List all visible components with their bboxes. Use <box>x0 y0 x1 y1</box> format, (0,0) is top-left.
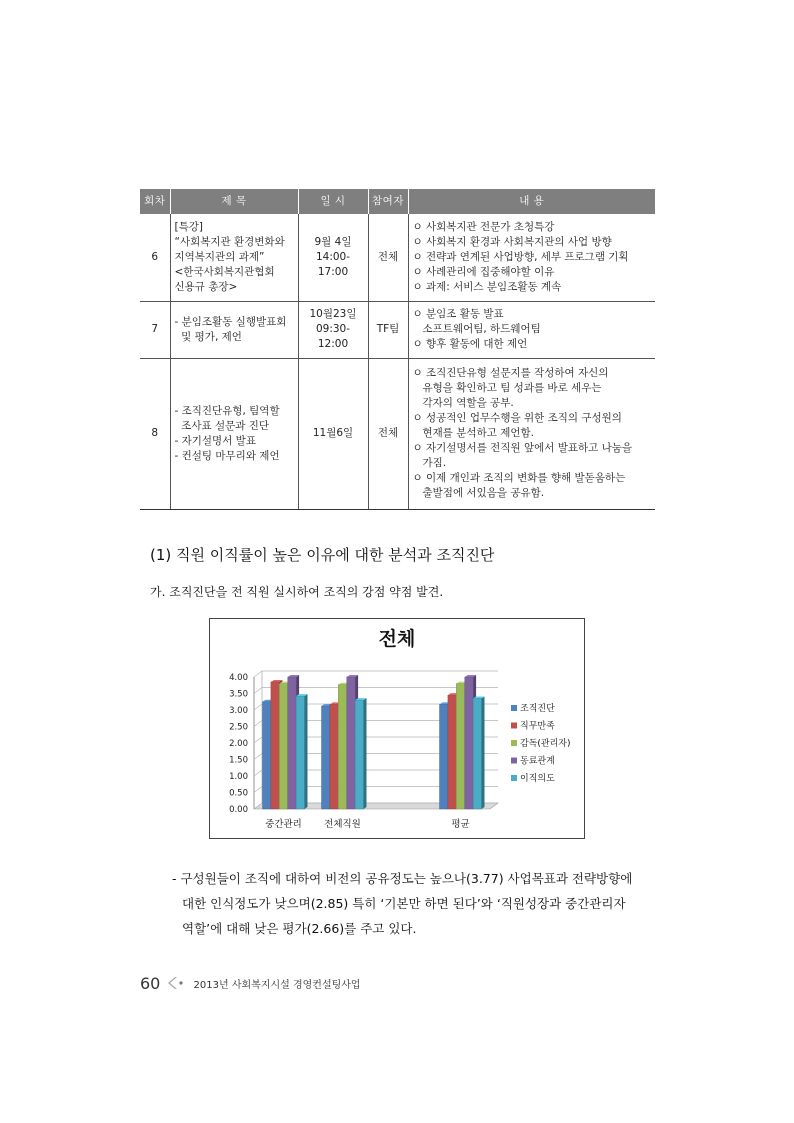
page-footer <box>140 973 361 993</box>
table-row <box>140 358 655 509</box>
row-no: 6 <box>140 214 170 301</box>
paragraph-line: 역할’에 대해 낮은 평가(2.66)를 주고 있다. <box>182 921 417 936</box>
title-line: 신용규 총장> <box>174 280 238 293</box>
bar <box>271 682 279 809</box>
bar <box>296 696 304 809</box>
sub-heading: 가. 조직진단을 전 직원 실시하여 조직의 강점 약점 발견. <box>150 585 444 599</box>
bar <box>288 677 296 809</box>
content-line: 출발점에 서있음을 공유함. <box>412 487 545 499</box>
legend-swatch <box>511 723 517 729</box>
bar <box>279 684 287 809</box>
paragraph-line: - 구성원들이 조직에 대하여 비전의 공유정도는 높으나(3.77) 사업목표과 전략방향에 <box>172 871 633 886</box>
y-tick-label: 0.50 <box>229 788 248 799</box>
header-date: 일 시 <box>298 189 368 214</box>
x-tick-label: 전체직원 <box>324 819 361 830</box>
page-number: 60 <box>140 974 161 993</box>
analysis-paragraph <box>172 866 667 941</box>
y-tick-label: 3.00 <box>229 706 248 716</box>
title-line: 및 평가, 제언 <box>174 330 242 343</box>
content-line: ㅇ 조직진단유형 설문지를 작성하여 자신의 <box>412 367 609 379</box>
legend-label: 직무만족 <box>520 721 555 732</box>
content-line: 소프트웨어팀, 하드웨어팀 <box>412 323 541 335</box>
y-tick-label: 0.00 <box>229 805 248 815</box>
bar <box>456 684 464 809</box>
row-date <box>298 214 368 301</box>
bar-chart <box>209 618 585 839</box>
title-line: <한국사회복지관협회 <box>174 265 275 278</box>
bar <box>440 704 448 809</box>
bar <box>263 702 271 809</box>
section-heading: (1) 직원 이직률이 높은 이유에 대한 분석과 조직진단 <box>150 546 495 564</box>
legend-swatch <box>511 740 517 746</box>
content-line: ㅇ 성공적인 업무수행을 위한 조직의 구성원의 <box>412 412 622 424</box>
bar <box>322 706 330 809</box>
bar-side <box>364 698 367 809</box>
schedule-table <box>140 189 655 510</box>
row-title <box>170 301 298 358</box>
chart-svg <box>210 619 584 838</box>
row-participants: 전체 <box>368 214 408 301</box>
title-line: - 분임조활동 실행발표회 <box>174 315 287 328</box>
title-line: - 조직진단유형, 팀역할 <box>174 404 280 417</box>
date-line: 09:30-12:00 <box>315 323 351 350</box>
legend-swatch <box>511 775 517 781</box>
row-participants: 전체 <box>368 358 408 509</box>
legend-swatch <box>511 758 517 764</box>
title-line: 조사표 설문과 진단 <box>174 419 269 432</box>
x-tick-label: 평균 <box>451 819 470 830</box>
legend-label: 이직의도 <box>520 774 555 784</box>
bar <box>347 677 355 809</box>
row-date <box>298 358 368 509</box>
header-title: 제 목 <box>170 189 298 214</box>
content-line: ㅇ 전략과 연계된 사업방향, 세부 프로그램 기획 <box>412 250 629 263</box>
bar <box>465 677 473 809</box>
paragraph-line: 대한 인식정도가 낮으며(2.85) 특히 ‘기본만 하면 된다’와 ‘직원성장과 중간관리자 <box>182 896 626 911</box>
header-no: 회차 <box>140 189 170 214</box>
footer-text: 2013년 사회복지시설 경영컨설팅사업 <box>193 980 361 991</box>
title-line: [특강] <box>174 220 203 233</box>
title-line: - 자기설명서 발표 <box>174 434 256 447</box>
bar <box>448 695 456 809</box>
legend-label: 동료관계 <box>520 756 555 767</box>
content-line: 각자의 역할을 공부. <box>412 397 514 409</box>
y-tick-label: 1.50 <box>229 755 248 766</box>
x-tick-label: 중간관리 <box>265 819 302 830</box>
bar <box>355 700 363 809</box>
date-line: 10월23일 <box>309 308 357 320</box>
title-line: “사회복지관 환경변화와 <box>174 235 285 248</box>
table-row <box>140 301 655 358</box>
row-no: 8 <box>140 358 170 509</box>
chevron-left-icon <box>168 974 184 993</box>
content-line: ㅇ 사회복지 환경과 사회복지관의 사업 방향 <box>412 235 612 248</box>
bar-side <box>482 696 485 809</box>
y-tick-label: 4.00 <box>229 673 248 683</box>
content-line: ㅇ 분임조 활동 발표 <box>412 308 504 320</box>
bar <box>330 704 338 809</box>
date-line: 14:00-17:00 <box>315 250 351 278</box>
y-tick-label: 2.50 <box>229 722 248 733</box>
table-header-row <box>140 189 655 214</box>
date-line: 11월6일 <box>312 427 354 439</box>
y-tick-label: 3.50 <box>229 689 248 700</box>
legend-swatch <box>511 705 517 711</box>
row-date <box>298 301 368 358</box>
row-content <box>408 358 655 509</box>
y-tick-label: 2.00 <box>229 739 248 749</box>
date-line: 9월 4일 <box>314 235 352 248</box>
content-line: 현재를 분석하고 제언함. <box>412 427 534 439</box>
content-line: 가짐. <box>412 457 447 469</box>
content-line: ㅇ 자기설명서를 전직원 앞에서 발표하고 나눔을 <box>412 442 633 454</box>
bar <box>338 685 346 809</box>
bar <box>473 698 481 809</box>
row-no: 7 <box>140 301 170 358</box>
header-participants: 참여자 <box>368 189 408 214</box>
content-line: ㅇ 향후 활동에 대한 제언 <box>412 338 528 350</box>
table-row <box>140 214 655 301</box>
content-line: ㅇ 과제: 서비스 분임조활동 계속 <box>412 280 562 293</box>
header-content: 내 용 <box>408 189 655 214</box>
legend-label: 감독(관리자) <box>520 739 571 749</box>
content-line: ㅇ 사회복지관 전문가 초청특강 <box>412 220 555 233</box>
row-content <box>408 214 655 301</box>
y-tick-label: 1.00 <box>229 772 248 782</box>
chart-title: 전체 <box>378 628 416 650</box>
content-line: ㅇ 사례관리에 집중해야할 이유 <box>412 265 555 278</box>
title-line: 지역복지관의 과제” <box>174 250 265 263</box>
content-line: ㅇ 이제 개인과 조직의 변화를 향해 발돋움하는 <box>412 472 626 484</box>
legend-label: 조직진단 <box>520 704 555 714</box>
row-content <box>408 301 655 358</box>
bar-side <box>305 694 308 809</box>
row-title <box>170 358 298 509</box>
content-line: 유형을 확인하고 팀 성과를 바로 세우는 <box>412 382 602 394</box>
title-line: - 컨설팅 마무리와 제언 <box>174 449 280 462</box>
row-participants: TF팀 <box>368 301 408 358</box>
row-title <box>170 214 298 301</box>
